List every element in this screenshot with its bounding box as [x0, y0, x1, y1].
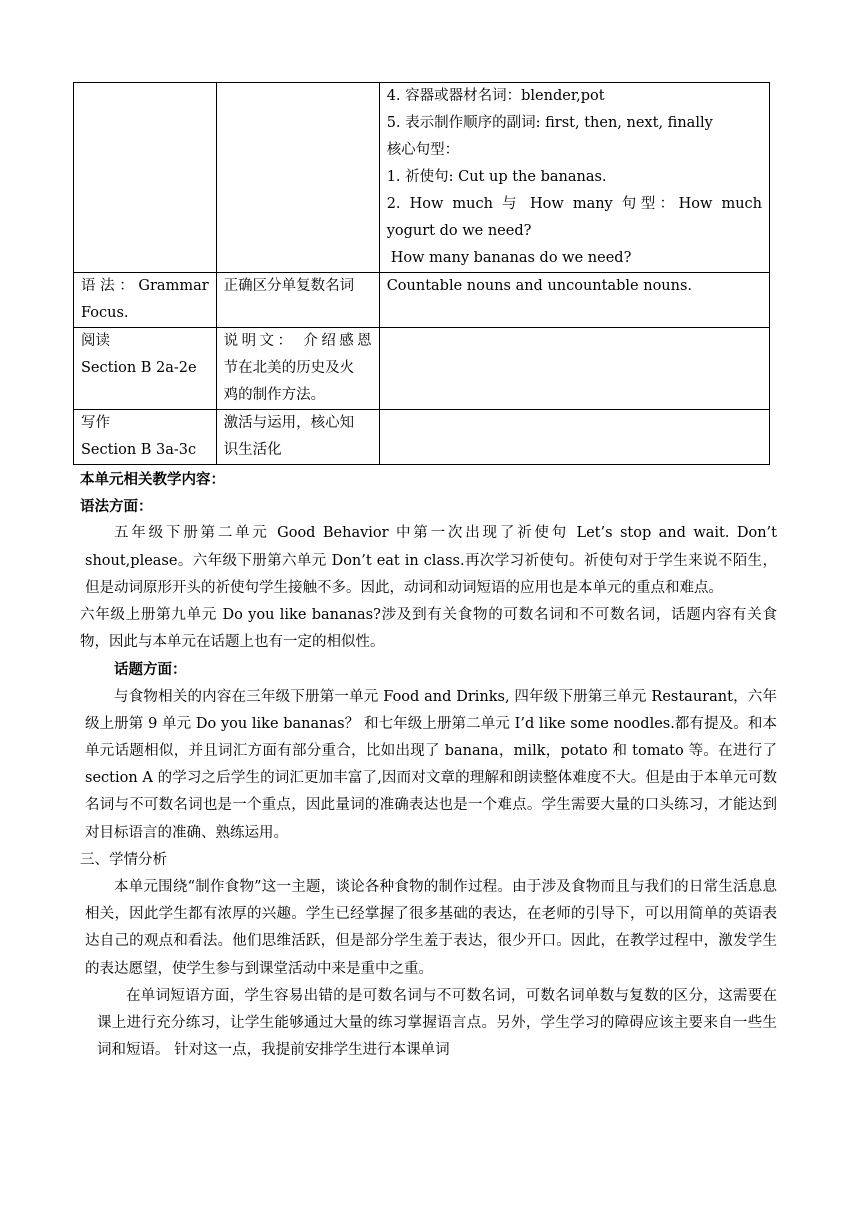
table-cell-section: [74, 328, 217, 410]
table-row: [74, 273, 770, 328]
text-line: 识生活化: [223, 442, 282, 458]
grammar-paragraph: 五年级下册第二单元 Good Behavior 中第一次出现了祈使句 Let’s stop and wait. Don’t shout,please。六年级下册第六单元 Don’t eat in class.再次学习祈使句。祈使句对于学生来说不陌生，但是动词原形开头的祈使句学生接触不多。因此，动词和动词短语的应用也是本单元的重点和难点。: [85, 525, 777, 596]
table-cell-key-content: [379, 273, 769, 328]
table-row: [74, 83, 770, 273]
table-cell-empty: [216, 83, 379, 273]
analysis-paragraph: 在单词短语方面，学生容易出错的是可数名词与不可数名词，可数名词单数与复数的区分，这需要在课上进行充分练习，让学生能够通过大量的练习掌握语言点。另外，学生学习的障碍应该主要来自一些生词和短语。 针对这一点，我提前安排学生进行本课单词: [97, 987, 777, 1059]
text-line: 阅读: [81, 333, 110, 349]
table-cell-empty: [74, 83, 217, 273]
text-line: 2. How much 与 How many 句型：How much: [386, 196, 762, 212]
text-line: 5. 表示制作顺序的副词: first, then, next, finally: [386, 115, 713, 131]
table-cell-section: [74, 273, 217, 328]
text-line: 正确区分单复数名词: [223, 278, 355, 294]
text-line: How many bananas do we need?: [390, 250, 632, 266]
grammar-heading: 语法方面：: [80, 498, 153, 516]
text-line: Countable nouns and uncountable nouns.: [386, 278, 693, 294]
table-cell-empty: [379, 410, 769, 465]
table-cell-section: [74, 410, 217, 465]
table-cell-content-type: [216, 410, 379, 465]
grammar-paragraph: 六年级上册第九单元 Do you like bananas?涉及到有关食物的可数名词和不可数名词，话题内容有关食物，因此与本单元在话题上也有一定的相似性。: [80, 607, 777, 651]
table-row: [74, 328, 770, 410]
table-cell-content-type: [216, 273, 379, 328]
text-line: 激活与运用，核心知: [223, 415, 355, 431]
text-line: Section B 2a-2e: [81, 360, 197, 376]
text-line: Focus.: [81, 305, 129, 321]
text-line: 核心句型：: [386, 142, 460, 158]
document-body: [80, 466, 777, 1064]
table-cell-content-type: [216, 328, 379, 410]
topic-heading: 话题方面：: [114, 661, 187, 679]
analysis-paragraph: 本单元围绕“制作食物”这一主题，谈论各种食物的制作过程。由于涉及食物而且与我们的日常生活息息相关，因此学生都有浓厚的兴趣。学生已经掌握了很多基础的表达，在老师的引导下，可以用简单的英语表达自己的观点和看法。他们思维活跃，但是部分学生羞于表达，很少开口。因此，在教学过程中，激发学生的表达愿望，使学生参与到课堂活动中来是重中之重。: [85, 879, 777, 977]
text-line: 鸡的制作方法。: [223, 387, 326, 403]
table-cell-empty: [379, 328, 769, 410]
text-line: Section B 3a-3c: [81, 442, 197, 458]
unit-content-table: [73, 82, 770, 465]
topic-paragraph: 与食物相关的内容在三年级下册第一单元 Food and Drinks, 四年级下册第三单元 Restaurant，六年级上册第 9 单元 Do you like bananas？ 和七年级上册第二单元 I’d like some noodles.都有提及。和本单元话题相似，并且词汇方面有部分重合，比如出现了 banana，milk，potato 和 tomato 等。在进行了 section A 的学习之后学生的词汇更加丰富了,因而对文章的理解和朗读整体难度不大。但是由于本单元可数名词与不可数名词也是一个重点，因此量词的准确表达也是一个难点。学生需要大量的口头练习，才能达到对目标语言的准确、熟练运用。: [85, 688, 777, 841]
table-row: [74, 410, 770, 465]
text-line: 写作: [81, 415, 110, 431]
analysis-heading: 三、学情分析: [80, 851, 167, 868]
text-line: 说明文： 介绍感恩: [223, 333, 372, 349]
text-line: 节在北美的历史及火: [223, 360, 355, 376]
table-cell-key-content: [379, 83, 769, 273]
text-line: 1. 祈使句: Cut up the bananas.: [386, 169, 607, 185]
text-line: 4. 容器或器材名词：blender,pot: [386, 88, 605, 104]
text-line: yogurt do we need?: [386, 223, 532, 239]
section-heading: 本单元相关教学内容：: [80, 471, 225, 488]
text-line: 语 法 ： Grammar: [81, 278, 209, 294]
